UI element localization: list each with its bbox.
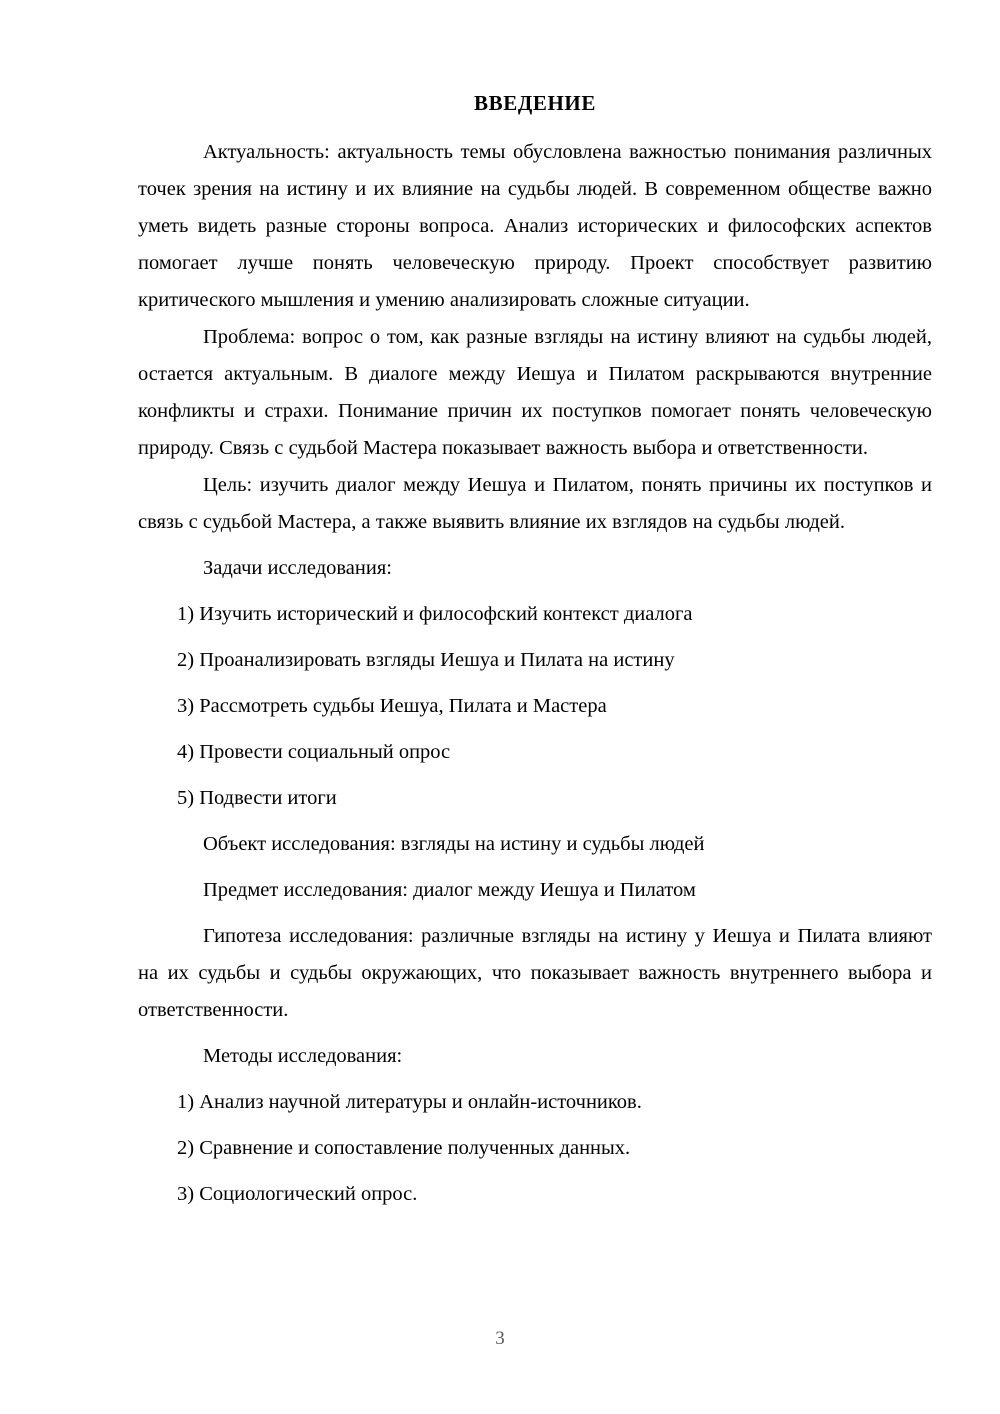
paragraph-object: Объект исследования: взгляды на истину и судьбы людей [203, 833, 705, 856]
list-item: 1) Анализ научной литературы и онлайн-источников. [177, 1091, 642, 1114]
spacer [138, 725, 932, 734]
spacer [138, 817, 932, 826]
list-item: 4) Провести социальный опрос [177, 741, 451, 764]
spacer [138, 541, 932, 550]
list-item: 3) Рассмотреть судьбы Иешуа, Пилата и Мастера [177, 695, 607, 718]
paragraph-hypothesis: Гипотеза исследования: различные взгляды на истину у Иешуа и Пилата влияют на их судьбы и судьбы окружающих, что показывает важность внутреннего выбора и ответственности. [138, 925, 932, 1022]
paragraph-relevance: Актуальность: актуальность темы обусловлена важностью понимания различных точек зрения на истину и их влияние на судьбы людей. В современном обществе важно уметь видеть разные стороны вопроса. Анализ исторических и философских аспектов помогает лучше понять человеческую природу. Проект способствует развитию критического мышления и умению анализировать сложные ситуации. [138, 141, 932, 312]
document-body [138, 88, 932, 1213]
paragraph-subject: Предмет исследования: диалог между Иешуа и Пилатом [203, 879, 696, 902]
spacer [138, 633, 932, 642]
list-item: 3) Социологический опрос. [177, 1183, 418, 1206]
heading-tasks: Задачи исследования: [203, 557, 392, 580]
list-item: 5) Подвести итоги [177, 787, 337, 810]
spacer [138, 679, 932, 688]
spacer [138, 909, 932, 918]
spacer [138, 1167, 932, 1176]
spacer [138, 1029, 932, 1038]
spacer [138, 1075, 932, 1084]
list-item: 1) Изучить исторический и философский контекст диалога [177, 603, 693, 626]
list-item: 2) Сравнение и сопоставление полученных данных. [177, 1137, 631, 1160]
paragraph-problem: Проблема: вопрос о том, как разные взгляды на истину влияют на судьбы людей, остается актуальным. В диалоге между Иешуа и Пилатом раскрываются внутренние конфликты и страхи. Понимание причин их поступков помогает понять человеческую природу. Связь с судьбой Мастера показывает важность выбора и ответственности. [138, 326, 932, 460]
spacer [138, 587, 932, 596]
spacer [138, 771, 932, 780]
spacer [138, 863, 932, 872]
paragraph-goal: Цель: изучить диалог между Иешуа и Пилатом, понять причины их поступков и связь с судьбой Мастера, а также выявить влияние их взглядов на судьбы людей. [138, 474, 932, 534]
list-item: 2) Проанализировать взгляды Иешуа и Пилата на истину [177, 649, 675, 672]
page-title: ВВЕДЕНИЕ [474, 91, 596, 115]
spacer [138, 1121, 932, 1130]
heading-methods: Методы исследования: [203, 1045, 403, 1068]
page-number: 3 [495, 1328, 505, 1349]
